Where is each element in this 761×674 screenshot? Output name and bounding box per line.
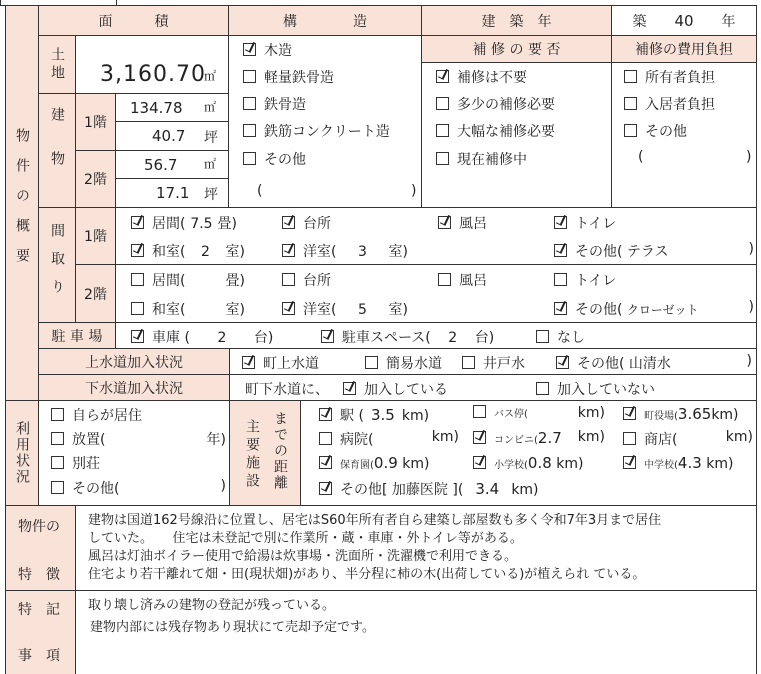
western-room-option[interactable]	[282, 299, 408, 319]
checkbox-icon[interactable]	[536, 330, 549, 343]
checkbox-icon[interactable]	[438, 273, 451, 286]
checkbox-icon[interactable]	[243, 97, 256, 110]
other-room-option[interactable]	[554, 241, 754, 261]
option-label: 多少の補修必要	[457, 97, 555, 113]
town-water-option[interactable]	[242, 353, 319, 373]
facilities-cell	[300, 400, 757, 506]
repair-cost-option[interactable]	[624, 94, 715, 114]
checkbox-icon[interactable]	[536, 382, 549, 395]
repair-need-option[interactable]	[436, 94, 555, 114]
garage-value: 2	[217, 330, 227, 346]
option-unit: 室)	[388, 302, 408, 318]
option-label: その他(	[575, 302, 623, 318]
option-unit: km)	[511, 482, 539, 498]
bath-option[interactable]	[438, 213, 487, 233]
floor1-sqm-unit: ㎡	[204, 100, 217, 114]
option-label: 小学校(	[494, 460, 528, 471]
western-room-option[interactable]	[282, 241, 408, 261]
built-age-value: 40	[674, 11, 694, 30]
option-label: 別荘	[72, 456, 100, 472]
checked-checkbox-icon[interactable]	[282, 244, 295, 257]
land-area-unit: ㎡	[204, 69, 217, 83]
other-room-option[interactable]	[554, 299, 754, 319]
option-unit: 畳)	[217, 216, 237, 232]
option-label: 洋室(	[303, 244, 337, 260]
option-label: その他(	[575, 244, 623, 260]
option-unit: km)	[725, 429, 753, 445]
sewer-cell	[229, 374, 757, 401]
built-year-label: 建 築 年	[481, 13, 552, 30]
option-label: 中学校(	[644, 460, 678, 471]
option-label: 現在補修中	[457, 152, 527, 168]
floor1-label-cell	[75, 93, 116, 151]
checkbox-icon[interactable]	[131, 273, 144, 286]
checkbox-icon[interactable]	[243, 70, 256, 83]
parking-cell	[115, 322, 757, 349]
facilities-label-b: までの距離	[272, 411, 288, 491]
parking-label-cell	[38, 322, 116, 349]
facility-convenience-store[interactable]	[473, 429, 613, 447]
distance-value: 3.65	[677, 405, 712, 423]
option-label: バス停(	[494, 409, 528, 420]
features-line: 住宅より若干離れて畑・田(現状畑)があり、半分程に柿の木(出荷している)が植えられ ている。	[88, 567, 646, 582]
other-room-value: テラス	[626, 244, 669, 260]
repair-cost-other-open: (	[638, 149, 644, 165]
repair-cost-other-close: )	[746, 149, 752, 165]
building-label-cell	[38, 93, 76, 208]
facility-nursery[interactable]	[319, 454, 459, 472]
checked-checkbox-icon[interactable]	[319, 408, 332, 421]
western-room-value: 5	[358, 302, 367, 318]
checkbox-icon[interactable]	[473, 405, 486, 418]
option-label: その他	[645, 124, 687, 140]
plan-floor2-label: 2階	[84, 286, 107, 303]
overview-label: 物件の概要	[14, 128, 30, 278]
checked-checkbox-icon[interactable]	[623, 407, 636, 420]
checked-checkbox-icon[interactable]	[473, 431, 486, 444]
checkbox-icon[interactable]	[51, 408, 64, 421]
floor2-tsubo-cell	[115, 178, 229, 208]
option-label: 鉄筋コンクリート造	[264, 124, 390, 140]
checkbox-icon[interactable]	[51, 481, 64, 494]
repair-cost-option[interactable]	[624, 121, 687, 141]
checkbox-icon[interactable]	[131, 302, 144, 315]
option-unit: km)	[577, 405, 605, 421]
floor2-label: 2階	[84, 172, 107, 188]
facility-bus-stop[interactable]	[473, 405, 613, 421]
land-area-value: 3,160.70	[100, 62, 206, 87]
checkbox-icon[interactable]	[462, 356, 475, 369]
option-label: 軽量鉄骨造	[264, 70, 334, 86]
land-label-cell	[38, 35, 76, 94]
sewer-label: 下水道加入状況	[85, 380, 183, 397]
structure-option[interactable]	[243, 121, 390, 141]
western-room-value: 3	[358, 244, 367, 260]
water-label-cell	[38, 348, 230, 375]
structure-option[interactable]	[243, 67, 334, 87]
distance-value: 4.3	[677, 454, 702, 472]
checked-checkbox-icon[interactable]	[319, 456, 332, 469]
checkbox-icon[interactable]	[624, 97, 637, 110]
option-label: 簡易水道	[386, 356, 442, 372]
bath-option[interactable]	[438, 270, 487, 290]
checked-checkbox-icon[interactable]	[282, 216, 295, 229]
option-label: 自らが居住	[72, 408, 142, 424]
living-option[interactable]	[131, 270, 245, 290]
well-water-option[interactable]	[462, 353, 525, 373]
option-label: 所有者負担	[645, 70, 715, 86]
floor2-label-cell	[75, 150, 116, 208]
distance-value: 3.4	[475, 480, 500, 498]
remarks-line: 建物内部には残存物あり現状にて売却予定です。	[90, 620, 375, 635]
option-label: 居間(	[152, 273, 186, 289]
option-label: 入居者負担	[645, 97, 715, 113]
repair-cost-cell	[611, 62, 757, 208]
option-label: 大幅な補修必要	[457, 124, 555, 140]
option-label: 商店(	[644, 432, 678, 448]
option-unit: km)	[401, 408, 430, 424]
option-label: 台所	[303, 216, 331, 232]
toilet-option[interactable]	[554, 270, 616, 290]
floor2-sqm: 56.7	[144, 156, 178, 174]
checked-checkbox-icon[interactable]	[242, 356, 255, 369]
sewer-not-joined-option[interactable]	[536, 379, 655, 399]
floor1-sqm: 134.78	[130, 99, 183, 117]
japanese-room-option[interactable]	[131, 299, 245, 319]
checkbox-icon[interactable]	[554, 273, 567, 286]
area-header	[38, 5, 229, 36]
structure-option[interactable]	[243, 94, 306, 114]
facility-hospital[interactable]	[319, 429, 459, 449]
floor1-tsubo: 40.7	[152, 127, 186, 145]
usage-option[interactable]	[51, 405, 142, 425]
usage-option[interactable]	[51, 478, 226, 498]
usage-label-cell	[5, 400, 39, 506]
paren-close: )	[748, 241, 754, 257]
option-unit: 台)	[474, 330, 495, 346]
kitchen-option[interactable]	[282, 270, 331, 290]
option-label: トイレ	[575, 216, 617, 232]
usage-cell	[38, 400, 230, 506]
option-label: その他(	[577, 356, 625, 372]
paren-close: )	[748, 299, 754, 315]
checkbox-icon[interactable]	[436, 152, 449, 165]
option-label: 病院(	[340, 432, 374, 448]
land-area-cell	[75, 35, 229, 94]
option-label: 木造	[264, 43, 292, 59]
floor2-tsubo-unit: 坪	[204, 187, 218, 203]
toilet-option[interactable]	[554, 213, 616, 233]
floor2-tsubo: 17.1	[156, 184, 190, 202]
checked-checkbox-icon[interactable]	[438, 216, 451, 229]
checkbox-icon[interactable]	[319, 432, 332, 445]
facilities-label-a: 主要施設	[244, 419, 260, 491]
facility-shop[interactable]	[623, 429, 753, 449]
no-parking-option[interactable]	[536, 327, 585, 347]
facility-town-hall[interactable]	[623, 405, 757, 423]
checked-checkbox-icon[interactable]	[554, 302, 567, 315]
water-label: 上水道加入状況	[85, 354, 183, 371]
checkbox-icon[interactable]	[51, 456, 64, 469]
building-label: 建物	[49, 106, 65, 195]
checkbox-icon[interactable]	[243, 124, 256, 137]
repair-need-cell	[421, 62, 612, 208]
water-cell	[229, 348, 757, 375]
structure-cell	[228, 35, 422, 208]
built-age-cell	[611, 5, 757, 36]
repair-need-header	[421, 35, 612, 63]
option-label: コンビニ(	[494, 435, 538, 446]
checked-checkbox-icon[interactable]	[436, 70, 449, 83]
distance-value: 0.8	[527, 454, 552, 472]
plan-floor1-label-cell	[75, 207, 116, 265]
option-unit: km)	[577, 429, 605, 445]
option-unit: 室)	[388, 244, 408, 260]
plan-floor1-label: 1階	[84, 229, 107, 245]
checkbox-icon[interactable]	[51, 432, 64, 445]
structure-header-text: 構 造	[283, 13, 367, 30]
checked-checkbox-icon[interactable]	[131, 216, 144, 229]
checkbox-icon[interactable]	[624, 124, 637, 137]
checkbox-icon[interactable]	[282, 273, 295, 286]
sewer-label-cell	[38, 374, 230, 401]
option-label: トイレ	[575, 273, 617, 289]
option-unit: 畳)	[225, 273, 245, 289]
usage-option[interactable]	[51, 429, 226, 449]
checked-checkbox-icon[interactable]	[554, 244, 567, 257]
checked-checkbox-icon[interactable]	[131, 330, 144, 343]
option-label: その他[	[340, 482, 388, 498]
paren-close: )	[746, 353, 752, 369]
repair-need-header-text: 補 修 の 要 否	[472, 42, 561, 58]
remarks-cell	[75, 590, 757, 674]
facility-other[interactable]	[319, 479, 539, 499]
floor2-sqm-cell	[115, 150, 229, 179]
option-label: 加入している	[364, 382, 448, 398]
facility-station[interactable]	[319, 405, 459, 425]
japanese-room-option[interactable]	[131, 241, 245, 261]
usage-label: 利用状況	[14, 421, 30, 485]
built-age-suffix: 年	[721, 13, 736, 30]
option-label: 補修は不要	[457, 70, 527, 86]
option-separator: ](	[452, 482, 464, 498]
floor2-sqm-unit: ㎡	[204, 157, 217, 171]
simple-water-option[interactable]	[365, 353, 442, 373]
option-label: 居間(	[152, 216, 186, 232]
usage-option[interactable]	[51, 453, 100, 473]
remarks-label-b: 事 項	[18, 648, 60, 664]
option-label: 台所	[303, 273, 331, 289]
option-label: その他(	[72, 481, 120, 497]
repair-cost-header-text: 補修の費用負担	[635, 42, 733, 58]
remarks-line: 取り壊し済みの建物の登記が残っている。	[88, 598, 336, 613]
checked-checkbox-icon[interactable]	[319, 482, 332, 495]
features-label-b: 特 徴	[18, 567, 60, 583]
option-label: なし	[557, 330, 585, 346]
option-label: 駅 (	[340, 408, 364, 424]
repair-need-option[interactable]	[436, 121, 555, 141]
option-suffix: 年)	[206, 432, 226, 448]
option-label: 洋室(	[303, 302, 337, 318]
other-water-option[interactable]	[556, 353, 752, 373]
checked-checkbox-icon[interactable]	[343, 382, 356, 395]
option-unit: 室)	[225, 302, 245, 318]
option-label: 和室(	[152, 244, 186, 260]
parking-space-value: 2	[448, 330, 458, 346]
area-header-text: 面 積	[98, 13, 169, 30]
features-line: 建物は国道162号線沿に位置し、居宅はS60年所有者自ら建築し部屋数も多く令和7年3月まで居住	[88, 513, 662, 528]
garage-option[interactable]	[131, 327, 273, 347]
structure-option[interactable]	[243, 40, 292, 60]
plan-floor2-cell	[115, 264, 757, 323]
sewer-prefix: 町下水道に、	[245, 382, 329, 398]
floor1-label: 1階	[84, 115, 107, 131]
structure-other-close: )	[411, 183, 417, 199]
remarks-label-a: 特 記	[18, 602, 60, 618]
checkbox-icon[interactable]	[436, 97, 449, 110]
checkbox-icon[interactable]	[436, 124, 449, 137]
checkbox-icon[interactable]	[243, 152, 256, 165]
other-water-value: 山清水	[628, 356, 671, 372]
floor1-tsubo-unit: 坪	[204, 130, 218, 146]
option-label: 加入していない	[557, 382, 655, 398]
checkbox-icon[interactable]	[624, 70, 637, 83]
repair-need-option[interactable]	[436, 67, 527, 87]
other-room-value: クローゼット	[626, 303, 699, 317]
option-label: 駐車スペース(	[342, 330, 431, 346]
plan-floor2-label-cell	[75, 264, 116, 323]
option-label: 町役場(	[644, 411, 678, 422]
sewer-joined-option[interactable]	[343, 379, 448, 399]
structure-other-open: (	[257, 183, 263, 199]
option-unit: km)	[711, 407, 739, 423]
living-value: 7.5	[190, 216, 213, 232]
facility-elementary-school[interactable]	[473, 454, 613, 472]
facility-junior-high[interactable]	[623, 454, 757, 472]
remarks-label-cell	[5, 590, 76, 674]
structure-option[interactable]	[243, 149, 306, 169]
option-unit: 台)	[253, 330, 274, 346]
plan-floor1-cell	[115, 207, 757, 265]
option-label: 風呂	[459, 273, 487, 289]
option-label: 和室(	[152, 302, 186, 318]
option-label: 保育園(	[340, 460, 374, 471]
checked-checkbox-icon[interactable]	[243, 43, 256, 56]
features-line: 風呂は灯油ボイラー使用で給湯は炊事場・洗面所・洗濯機で利用できる。	[88, 549, 518, 564]
checked-checkbox-icon[interactable]	[554, 216, 567, 229]
features-cell	[75, 505, 757, 591]
distance-value: 2.7	[537, 429, 562, 447]
checkbox-icon[interactable]	[623, 432, 636, 445]
floor-plan-label: 間取り	[49, 223, 65, 307]
features-line: していた。 住宅は未登記で別に作業所・蔵・車庫・外トイレ等がある。	[88, 531, 523, 546]
checked-checkbox-icon[interactable]	[282, 302, 295, 315]
structure-header	[228, 5, 422, 36]
living-option[interactable]	[131, 213, 237, 233]
checked-checkbox-icon[interactable]	[556, 356, 569, 369]
option-label: その他	[264, 152, 306, 168]
floor-plan-label-cell	[38, 207, 76, 323]
checked-checkbox-icon[interactable]	[131, 244, 144, 257]
option-label: 鉄骨造	[264, 97, 306, 113]
features-label-cell	[5, 505, 76, 591]
option-label: 風呂	[459, 216, 487, 232]
option-label: 放置(	[72, 432, 106, 448]
repair-cost-option[interactable]	[624, 67, 715, 87]
japanese-room-value: 2	[201, 244, 210, 260]
option-unit: km)	[706, 456, 734, 472]
land-label: 土地	[49, 46, 65, 83]
checkbox-icon[interactable]	[365, 356, 378, 369]
option-suffix: )	[220, 478, 226, 494]
distance-value: 0.9	[373, 454, 398, 472]
parking-space-option[interactable]	[321, 327, 494, 347]
checked-checkbox-icon[interactable]	[321, 330, 334, 343]
option-unit: km)	[431, 429, 459, 445]
option-label: 井戸水	[483, 356, 525, 372]
option-label: 町上水道	[263, 356, 319, 372]
facilities-label-cell	[229, 400, 301, 506]
floor1-sqm-cell	[115, 93, 229, 122]
built-year-header	[421, 5, 612, 36]
repair-need-option[interactable]	[436, 149, 527, 169]
other-facility-name: 加藤医院	[391, 482, 448, 498]
features-label-a: 物件の	[18, 519, 60, 535]
kitchen-option[interactable]	[282, 213, 331, 233]
option-unit: km)	[402, 456, 430, 472]
checked-checkbox-icon[interactable]	[623, 456, 636, 469]
option-label: 車庫 (	[152, 330, 190, 346]
repair-cost-header	[611, 35, 757, 63]
distance-value: 3.5	[370, 406, 395, 424]
floor1-tsubo-cell	[115, 121, 229, 151]
option-unit: km)	[556, 456, 584, 472]
parking-label: 駐 車 場	[51, 328, 103, 345]
overview-label-cell	[5, 5, 39, 401]
checked-checkbox-icon[interactable]	[473, 456, 486, 469]
built-age-prefix: 築	[632, 13, 647, 30]
option-unit: 室)	[225, 244, 245, 260]
